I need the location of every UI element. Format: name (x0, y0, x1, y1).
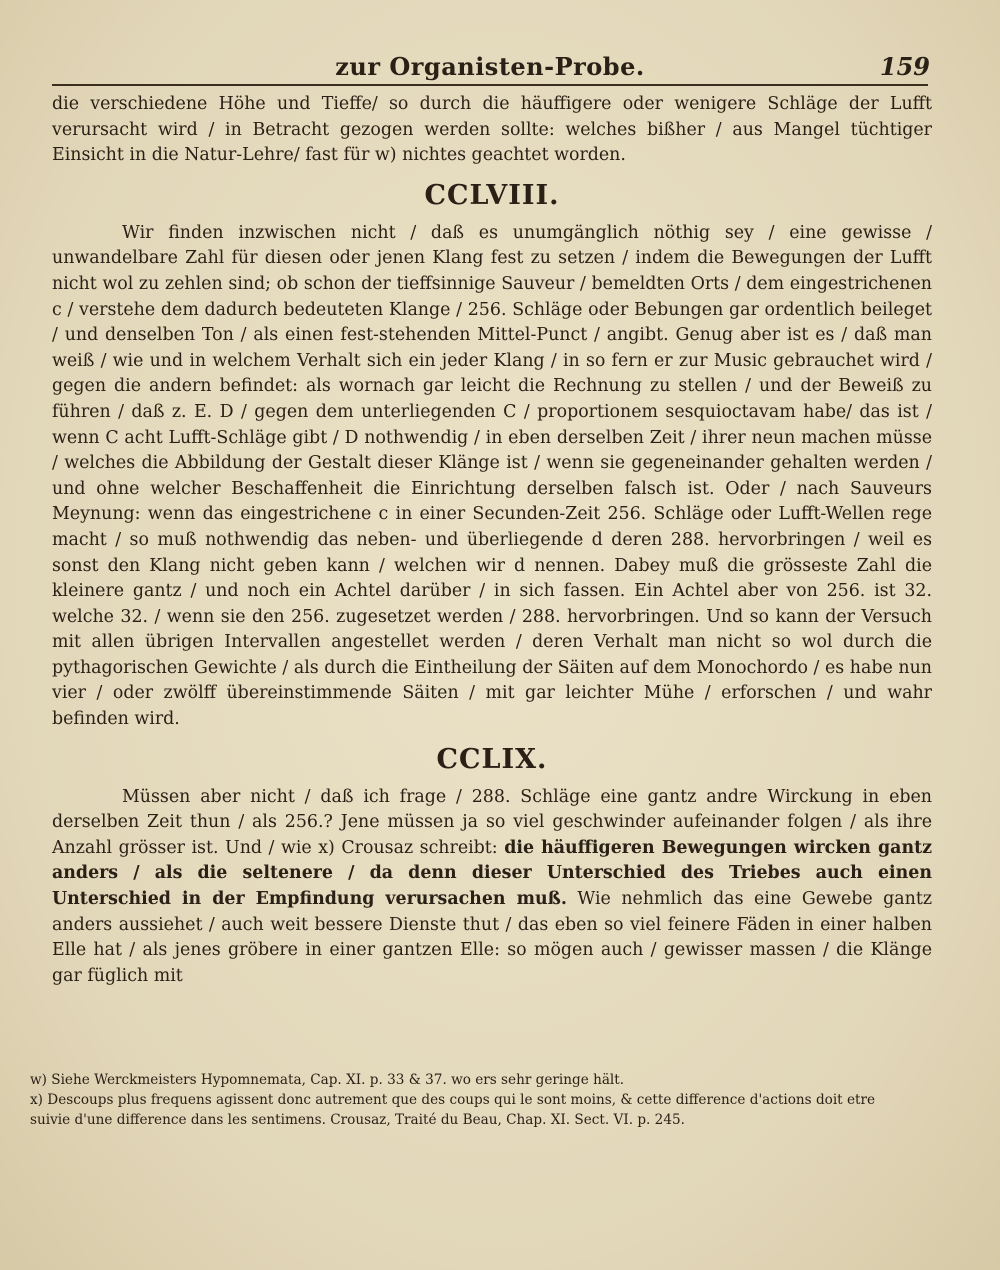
page-number: 159 (879, 52, 930, 81)
paragraph-cclix (52, 785, 932, 990)
crousaz-quotation: die häuffigeren Bewegungen wircken gantz anders / als die seltenere / da denn dieser Unterschied des Triebes auch einen Unterschied in der Empfindung verursachen muß. (52, 837, 932, 910)
footnote-x: x) Descoups plus frequens agissent donc autrement que des coups qui le sont moins, & cette difference d'actions doit etre suivie d'une difference dans les sentimens. Crousaz, Traité du Beau, Chap. XI. Sect. VI. p. 245. (30, 1092, 876, 1128)
running-title: zur Organisten-Probe. (335, 52, 645, 81)
section-heading-cclix: CCLIX. (436, 743, 548, 775)
footnote-w: w) Siehe Werckmeisters Hypomnemata, Cap. XI. p. 33 & 37. wo ers sehr geringe hält. (30, 1072, 625, 1088)
paragraph-cclix-text-b: Wie nehmlich das eine Gewebe gantz anders aussiehet / auch weit bessere Dienste thut / das eben so viel feinere Fäden in einer halben Elle hat / als jenes gröbere in einer gantzen Elle: so mögen auch / gewisser massen / die Klänge gar füglich mit (52, 889, 932, 986)
paragraph-continued: die verschiedene Höhe und Tieffe/ so durch die häuffigere oder wenigere Schläge der Lufft verursacht wird / in Betracht gezogen werden sollte: welches bißher / aus Mangel tüchtiger Einsicht in die Natur-Lehre/ fast für w) nichtes geachtet worden. (52, 94, 932, 166)
paragraph-cclviii: Wir finden inzwischen nicht / daß es unumgänglich nöthig sey / eine gewisse / unwandelbare Zahl für diesen oder jenen Klang fest zu setzen / indem die Bewegungen der Lufft nicht wol zu zehlen sind; ob schon der tieffsinnige Sauveur / bemeldten Orts / dem eingestrichenen c / verstehe dem dadurch bedeuteten Klange / 256. Schläge oder Bebungen gar ordentlich beileget / und denselben Ton / als einen fest-stehenden Mittel-Punct / angibt. Genug aber ist es / daß man weiß / wie und in welchem Verhalt sich ein jeder Klang / in so fern er zur Music gebrauchet wird / gegen die andern befindet: als wornach gar leicht die Rechnung zu stellen / und der Beweiß zu führen / daß z. E. D / gegen dem unterliegenden C / proportionem sesquioctavam habe/ das ist / wenn C acht Lufft-Schläge gibt / D nothwendig / in eben derselben Zeit / ihrer neun machen müsse / welches die Abbildung der Gestalt dieser Klänge ist / wenn sie gegeneinander gehalten werden / und ohne welcher Beschaffenheit die Einrichtung derselben falsch ist. Oder / nach Sauveurs Meynung: wenn das eingestrichene c in einer Secunden-Zeit 256. Schläge oder Lufft-Wellen rege macht / so muß nothwendig das neben- und überliegende d deren 288. hervorbringen / weil es sonst den Klang nicht geben kann / welchen wir d nennen. Dabey muß die grösseste Zahl die kleinere gantz / und noch ein Achtel darüber / in sich fassen. Ein Achtel aber von 256. ist 32. welche 32. / wenn sie den 256. zugesetzet werden / 288. hervorbringen. Und so kann der Versuch mit allen übrigen Intervallen angestellet werden / deren Verhalt man nicht so wol durch die pythagorischen Gewichte / als durch die Eintheilung der Säiten auf dem Monochordo / es habe nun vier / oder zwölff übereinstimmende Säiten / mit gar leichter Mühe / erforschen / und wahr befinden wird. (52, 222, 932, 730)
main-text (52, 92, 932, 989)
page-header (50, 52, 930, 88)
header-rule (52, 84, 928, 86)
section-heading-cclviii: CCLVIII. (424, 179, 560, 211)
paragraph-cclix-text-a: Müssen aber nicht / daß ich frage / 288. Schläge eine gantz andre Wirckung in eben derselben Zeit thun / als 256.? Jene müssen ja so viel geschwinder aufeinander folgen / als ihre Anzahl grösser ist. Und / wie x) Crousaz schreibt: (52, 786, 932, 858)
footnotes (30, 1070, 910, 1130)
